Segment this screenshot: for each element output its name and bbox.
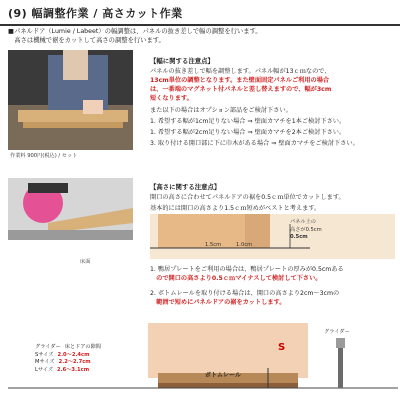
height-bullet: ので開口の高さより0.5ｃｍマイナスして検討して下さい。 xyxy=(150,275,322,282)
height-cut-photo xyxy=(8,178,133,240)
col-glider: グライダー xyxy=(35,344,61,350)
glider-label: グライダー xyxy=(324,329,350,335)
width-note-line: は、一番端のマグネット付パネルと差し替えますので、幅が3cm xyxy=(150,86,332,93)
table-header xyxy=(35,344,145,352)
height-diagram xyxy=(150,214,395,259)
width-note-line: 1. 希望する幅が1cm足りない場合 ⇒ 壁面カマチを1本ご検討下さい。 xyxy=(150,118,346,125)
width-adjust-illustration xyxy=(8,50,133,150)
width-note-line: 1. 希望する幅が2cm足りない場合 ⇒ 壁面カマチを2本ご検討下さい。 xyxy=(150,129,346,136)
size-l: Lサイズ xyxy=(35,366,54,373)
label-1-0cm: 1.0cm xyxy=(236,242,253,248)
height-note-line-1: 開口の高さに合わせてパネルドアの裾を0.5ｃｍ単位でカットします。 xyxy=(150,194,345,201)
floor-label: 床面 xyxy=(80,259,91,265)
table-row xyxy=(35,352,145,360)
gap-s-label: S xyxy=(278,342,286,353)
bottom-rail-label: ボトムレール xyxy=(205,372,241,379)
width-note-line: パネルの抜き差しで幅を調整します。パネル幅が13ｃｍなので、 xyxy=(150,68,331,75)
height-bullet: 2. ボトムレールを取り付ける場合は、開口の高さより2cm〜3cmの xyxy=(150,290,340,297)
intro-line-1: ■パネルドア（Lumie / Labeet）の幅調整は、パネルの抜き差しで幅の調整を行います。 xyxy=(8,28,262,35)
width-note-line: 3. 取り付ける開口部に下に巾木がある場合 ⇒ 壁面カマチをご検討下さい。 xyxy=(150,140,359,147)
height-note-title: 【高さに関する注意点】 xyxy=(150,183,221,191)
size-m: Mサイズ xyxy=(35,359,55,365)
gap-s: 2.0〜2.4cm xyxy=(57,351,90,358)
intro-line-2: 高さは機械で裾をカットして高さの調整を行います。 xyxy=(8,37,165,44)
glider-size-table xyxy=(35,344,145,374)
table-row xyxy=(35,367,145,375)
size-s: Sサイズ xyxy=(35,351,54,358)
label-0-5cm: 0.5cm xyxy=(290,234,308,240)
height-bullet: 範囲で短めにパネルドアの裾をカットします。 xyxy=(150,299,286,306)
col-gap: 床とドアの隙間 xyxy=(64,344,101,350)
width-note-line: また以下の場合はオプション部品をご検討下さい。 xyxy=(150,107,292,114)
panel-label: パネル上の xyxy=(290,219,316,225)
price-caption: 作業料 900円(税込) / セット xyxy=(10,153,78,159)
table-row xyxy=(35,359,145,367)
opening-label: 高さが0.5cm xyxy=(290,227,322,233)
label-1-5cm: 1.5cm xyxy=(205,242,222,248)
page-title: (9) 幅調整作業 / 高さカット作業 xyxy=(8,7,183,20)
height-note-line-2: 基本的には開口の高さより1.5ｃｍ短めがベストと考えます。 xyxy=(150,205,321,212)
gap-l: 2.6〜3.1cm xyxy=(57,366,90,373)
width-note-line: 短くなります。 xyxy=(150,95,193,102)
height-bullet: 1. 鴨居プレートをご利用の場合は、鴨居プレートの厚みが0.5cmある xyxy=(150,266,344,273)
gap-m: 2.2〜2.7cm xyxy=(58,359,91,365)
width-note-title: 【幅に関する注意点】 xyxy=(150,57,214,65)
width-adjust-photo xyxy=(8,50,133,150)
saw-illustration xyxy=(8,178,133,240)
width-note-line: 13cm単位の調整となります。また壁面固定パネルご利用の場合 xyxy=(150,77,330,84)
